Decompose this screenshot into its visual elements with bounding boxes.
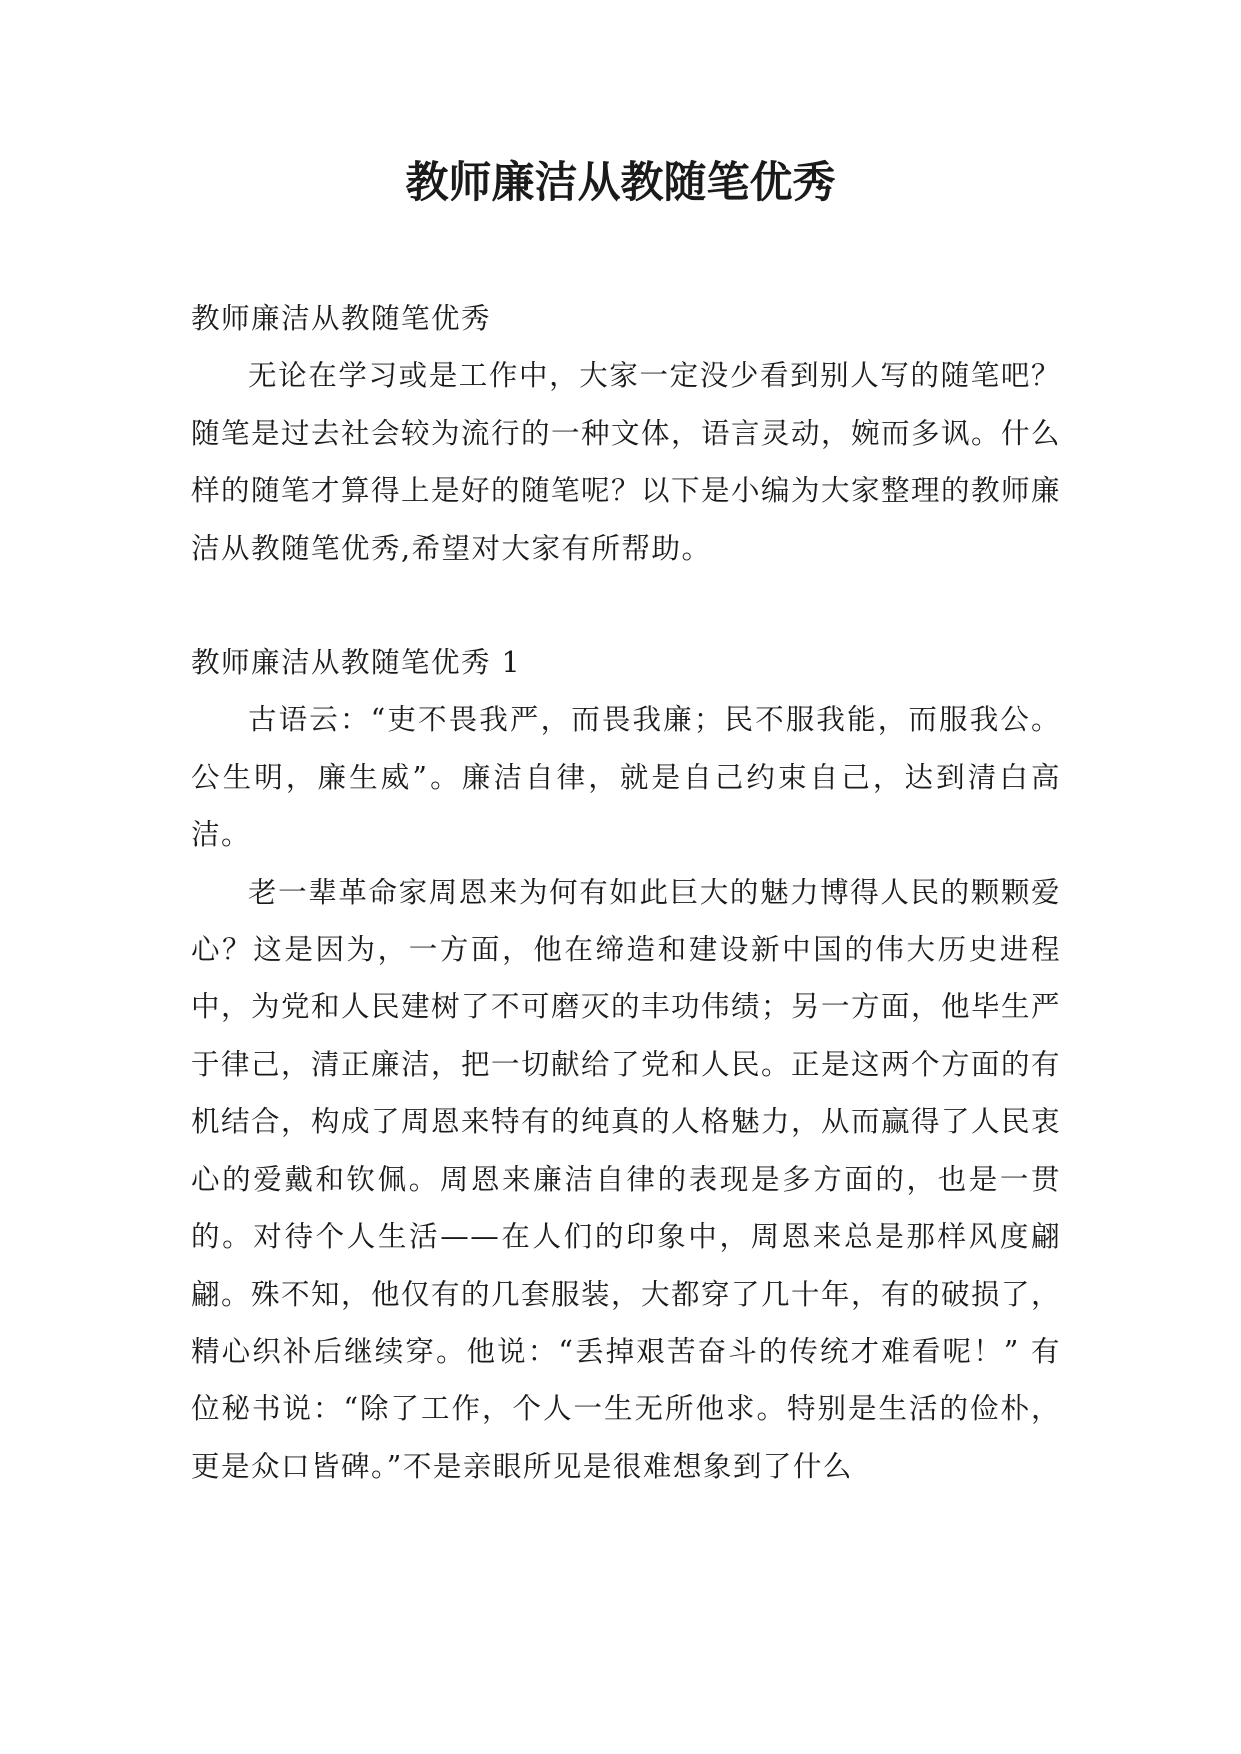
section-1-heading: 教师廉洁从教随笔优秀 1 <box>191 646 522 680</box>
intro-heading: 教师廉洁从教随笔优秀 <box>191 302 492 335</box>
intro-paragraph: 无论在学习或是工作中，大家一定没少看到别人写的随笔吧？随笔是过去社会较为流行的一种文体，语言灵动，婉而多讽。什么样的随笔才算得上是好的随笔呢？以下是小编为大家整理的教师廉洁从教随笔优秀,希望对大家有所帮助。 <box>191 359 1062 565</box>
document-title: 教师廉洁从教随笔优秀 <box>405 158 836 208</box>
section-1-paragraph-2: 老一辈革命家周恩来为何有如此巨大的魅力博得人民的颗颗爱心？这是因为，一方面，他在缔造和建设新中国的伟大历史进程中，为党和人民建树了不可磨灭的丰功伟绩；另一方面，他毕生严于律己，清正廉洁，把一切献给了党和人民。正是这两个方面的有机结合，构成了周恩来特有的纯真的人格魅力，从而赢得了人民衷心的爱戴和钦佩。周恩来廉洁自律的表现是多方面的，也是一贯的。对待个人生活——在人们的印象中，周恩来总是那样风度翩翩。殊不知，他仅有的几套服装，大都穿了几十年，有的破损了，精心织补后继续穿。他说：“丢掉艰苦奋斗的传统才难看呢！” 有位秘书说：“除了工作，个人一生无所他求。特别是生活的俭朴，更是众口皆碑。”不是亲眼所见是很难想象到了什么 <box>191 875 1062 1483</box>
document-body <box>191 290 1061 1495</box>
section-1-paragraph-1: 古语云：“吏不畏我严，而畏我廉；民不服我能，而服我公。公生明，廉生威”。廉洁自律，就是自己约束自己，达到清白高洁。 <box>191 703 1061 852</box>
section-spacer <box>191 577 1061 634</box>
